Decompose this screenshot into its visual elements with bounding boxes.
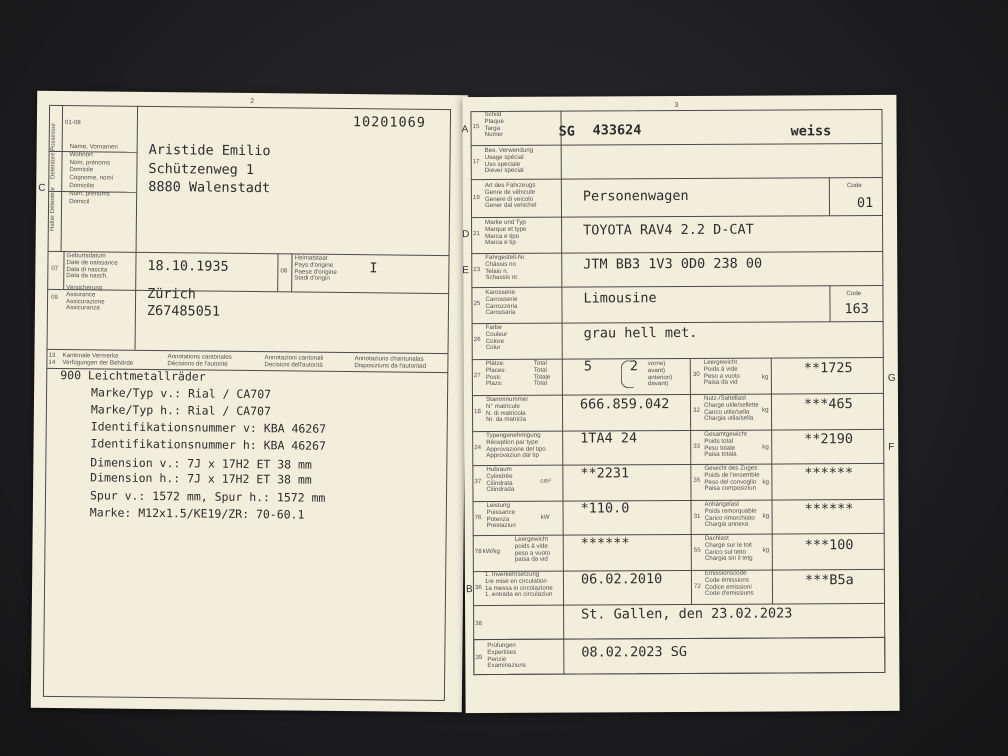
remark-line: 900 Leichtmetallräder <box>60 368 206 384</box>
chassis-value: JTM BB3 1V3 0D0 238 00 <box>583 255 763 273</box>
section-letter-c: C <box>38 182 46 194</box>
type-approval-value: 1TA4 24 <box>580 430 638 447</box>
remark-line: Marke: M12x1.5/KE19/ZR: 70-60.1 <box>89 505 305 522</box>
field-code-39: 39 <box>475 654 483 662</box>
color-value: grau hell met. <box>583 324 698 342</box>
body-labels: Karosserie Carrosserie Carrozzeria Carossaria <box>485 288 518 317</box>
total-weight-labels: Gesamtgewicht Poids total Peso totale Paisa totala <box>704 430 747 459</box>
plate-number: 433624 <box>592 122 642 139</box>
emission-code-labels: Emissionscode Code émissions Codice emissioni Code d'emissiuns <box>704 569 754 598</box>
field-code-27: 27 <box>473 372 481 380</box>
field-code-01: 01-08 <box>64 119 81 127</box>
insurance-company: Zürich <box>147 285 196 303</box>
field-code-78: 78 <box>474 548 482 556</box>
body-code-value: 163 <box>844 301 869 318</box>
roof-load-unit: kg <box>762 546 770 554</box>
field-code-23: 23 <box>473 266 481 274</box>
remark-line: Identifikationsnummer v: KBA 46267 <box>90 419 327 436</box>
payload-value: ***465 <box>803 396 853 413</box>
vehicle-type-code-value: 01 <box>856 194 874 212</box>
field-code-55: 55 <box>693 546 701 554</box>
remark-line: Marke/Typ v.: Rial / CA707 <box>91 385 272 402</box>
power-weight-value: ****** <box>580 535 630 552</box>
remark-line: Marke/Typ h.: Rial / CA707 <box>90 402 271 419</box>
total-weight-value: **2190 <box>804 431 854 448</box>
towing-labels: Anhängelast Poids remorquable Carico rimorchiato Chargia annexa <box>704 500 757 529</box>
seats-front-bracket <box>621 360 634 388</box>
remarks-labels-de: Kantonale Vermerke Verfügungen der Behörde <box>62 352 134 367</box>
insurance-labels: Versicherung Assurance Assicurazione Assicuranza <box>65 284 105 312</box>
displacement-value: **2231 <box>580 465 630 482</box>
seats-front-labels: vorne) avant) anteriori) davant) <box>647 360 673 388</box>
seats-labels: Plätze: Places: Posti: Plazs: <box>485 359 507 388</box>
field-code-35: 35 <box>693 476 701 484</box>
birthdate-value: 18.10.1935 <box>147 257 229 275</box>
empty-weight-value: **1725 <box>803 360 853 377</box>
towing-value: ****** <box>804 501 854 518</box>
matriculation-value: 666.859.042 <box>579 396 670 413</box>
vehicle-type-labels: Art des Fahrzeugs Genre de véhicule Genere di veicolo Gener dal vehichel <box>484 181 537 210</box>
chassis-labels: Fahrgestell-Nr. Châssis no Telaio n. Schassis nr. <box>485 253 526 282</box>
train-weight-value: ****** <box>804 465 854 482</box>
section-letter-e: E <box>462 265 469 277</box>
make-model-labels: Marke und Typ Marque et type Marca e tipo Marca e tip <box>485 218 527 247</box>
document-number: 10201069 <box>352 114 427 131</box>
empty-weight-labels: Leergewicht Poids à vide Peso a vuoto Paisa da vid <box>703 358 740 387</box>
holder-side-label: Halter Détenteur <box>49 186 57 231</box>
remarks-labels-fr: Annotations cantonales Décisions de l'autorité <box>167 353 232 368</box>
field-code-72: 72 <box>693 582 701 590</box>
remark-line: Identifikationsnummer h: KBA 46267 <box>90 436 327 453</box>
body-value: Limousine <box>583 290 657 307</box>
holder-street: Schützenweg 1 <box>148 160 255 179</box>
displacement-unit: cm³ <box>540 477 551 485</box>
train-weight-unit: kg <box>762 478 769 486</box>
field-code-31: 31 <box>693 512 701 520</box>
page-number: 2 <box>250 97 255 106</box>
color-labels: Farbe Couleur Colore Colur <box>485 323 508 352</box>
origin-value: I <box>369 260 378 277</box>
power-unit: kW <box>540 513 550 521</box>
total-weight-unit: kg <box>762 443 769 451</box>
holder-labels: Name, Vornamen Wohnort Nom, prénoms Domicile Cognome, nomi Domicilio Num, prenums Domicil <box>69 143 118 205</box>
special-use-labels: Bes. Verwendung Usage spécial Uso speciale Diever special <box>484 146 534 175</box>
field-code-08: 08 <box>280 267 288 275</box>
first-registration-value: 06.02.2010 <box>580 571 663 588</box>
field-code-13-14: 13 14 <box>48 351 56 366</box>
payload-unit: kg <box>762 406 769 414</box>
inspection-value: 08.02.2023 SG <box>581 643 688 661</box>
birthdate-labels: Geburtsdatum Date de naissance Data di nascita Data da nasch. <box>66 252 118 280</box>
field-code-33: 33 <box>693 442 701 450</box>
payload-labels: Nutz-/Sattellast Charge utile/sellette Carico utile/sella Chargia utila/sella <box>703 394 759 423</box>
issue-place-date: St. Gallen, den 23.02.2023 <box>581 605 793 623</box>
power-weight-labels: Leergewicht poids à vide peso a vuoto paisa da vid <box>514 535 551 564</box>
remark-line: Spur v.: 1572 mm, Spur h.: 1572 mm <box>89 488 326 505</box>
seats-value: 5 <box>583 358 592 375</box>
field-code-17: 17 <box>472 158 480 166</box>
remark-line: Dimension v.: 7J x 17H2 ET 38 mm <box>90 455 312 472</box>
train-weight-labels: Gewicht des Zuges Poids de l'ensemble Peso del convoglio Paisa composiziun <box>704 464 760 493</box>
field-code-36: 36 <box>474 584 482 592</box>
remark-line: Dimension h.: 7J x 17H2 ET 38 mm <box>90 470 312 487</box>
plate-color: weiss <box>790 123 832 140</box>
field-code-30: 30 <box>692 370 700 378</box>
remarks-labels-it: Annotazioni cantonali Decisioni dell'autorità <box>264 354 324 369</box>
power-weight-unit: kW/kg <box>482 547 500 556</box>
matriculation-labels: Stammnummer N° matricule N. di matricola Nr. da matricla <box>485 395 529 424</box>
inspection-labels: Prüfungen Expertises Perizie Examinaziuns <box>487 641 526 670</box>
section-letter-g: G <box>887 372 896 384</box>
section-letter-f: F <box>888 441 895 453</box>
vehicle-type-value: Personenwagen <box>582 187 689 205</box>
vehicle-type-code-label: Code <box>846 182 862 190</box>
insurance-policy: Z67485051 <box>146 302 221 320</box>
registration-page-right <box>462 95 899 713</box>
field-code-15: 15 <box>472 123 480 131</box>
origin-labels: Heimatstaat Pays d'origine Paese d'origine Stadi d'origin <box>294 254 337 283</box>
field-code-09: 09 <box>51 293 59 301</box>
make-model-value: TOYOTA RAV4 2.2 D-CAT <box>583 221 754 239</box>
field-code-24: 24 <box>474 444 482 452</box>
field-code-32: 32 <box>693 406 700 414</box>
section-letter-a: A <box>461 124 469 136</box>
roof-load-labels: Dachlast Charge sur le toit Carico sul tetto Chargia sin il tetg <box>704 534 753 563</box>
holder-name: Aristide Emilio <box>148 141 271 160</box>
seats-total-labels: Total Total Totale Total <box>533 359 551 388</box>
field-code-38: 38 <box>475 620 483 628</box>
field-code-76: 76 <box>474 514 482 522</box>
plate-labels: Schild Plaque Targa Numer <box>484 110 504 139</box>
first-registration-labels: 1. Inverkehrsetzung 1re mise en circulation 1a messa in circolazione 1. entrada en circulaziun <box>484 570 553 599</box>
power-value: *110.0 <box>580 500 630 517</box>
field-code-19: 19 <box>472 194 480 202</box>
registration-page-left <box>31 91 468 712</box>
section-letter-b: B <box>465 584 473 596</box>
holder-city: 8880 Walenstadt <box>148 178 271 197</box>
type-approval-labels: Typengenehmigung Réception par type Approvazione del tipo Approvaziun dal tip <box>486 431 546 460</box>
roof-load-value: ***100 <box>804 537 854 554</box>
field-code-18: 18 <box>474 408 481 416</box>
field-code-26: 26 <box>473 336 481 344</box>
empty-weight-unit: kg <box>761 373 769 381</box>
towing-unit: kg <box>762 512 770 520</box>
field-code-25: 25 <box>473 300 481 308</box>
remarks-labels-rm: Annotaziuns chantunalas Disposiziuns da l'autoritad <box>354 355 427 370</box>
displacement-labels: Hubraum Cylindrée Cilindrata Cilindrada <box>486 465 515 494</box>
section-letter-d: D <box>462 229 470 241</box>
owner-side-label: Detentore Possessur <box>50 122 57 179</box>
emission-code-value: ***B5a <box>804 572 854 589</box>
power-labels: Leistung Puissance Potenza Prestaziun <box>486 501 516 530</box>
field-code-37: 37 <box>474 478 482 486</box>
seats-front-value: 2 <box>629 358 638 375</box>
plate-canton: SG <box>558 123 575 140</box>
page-number: 3 <box>674 102 679 110</box>
body-code-label: Code <box>846 290 862 298</box>
field-code-07: 07 <box>51 264 59 272</box>
field-code-21: 21 <box>473 230 481 238</box>
